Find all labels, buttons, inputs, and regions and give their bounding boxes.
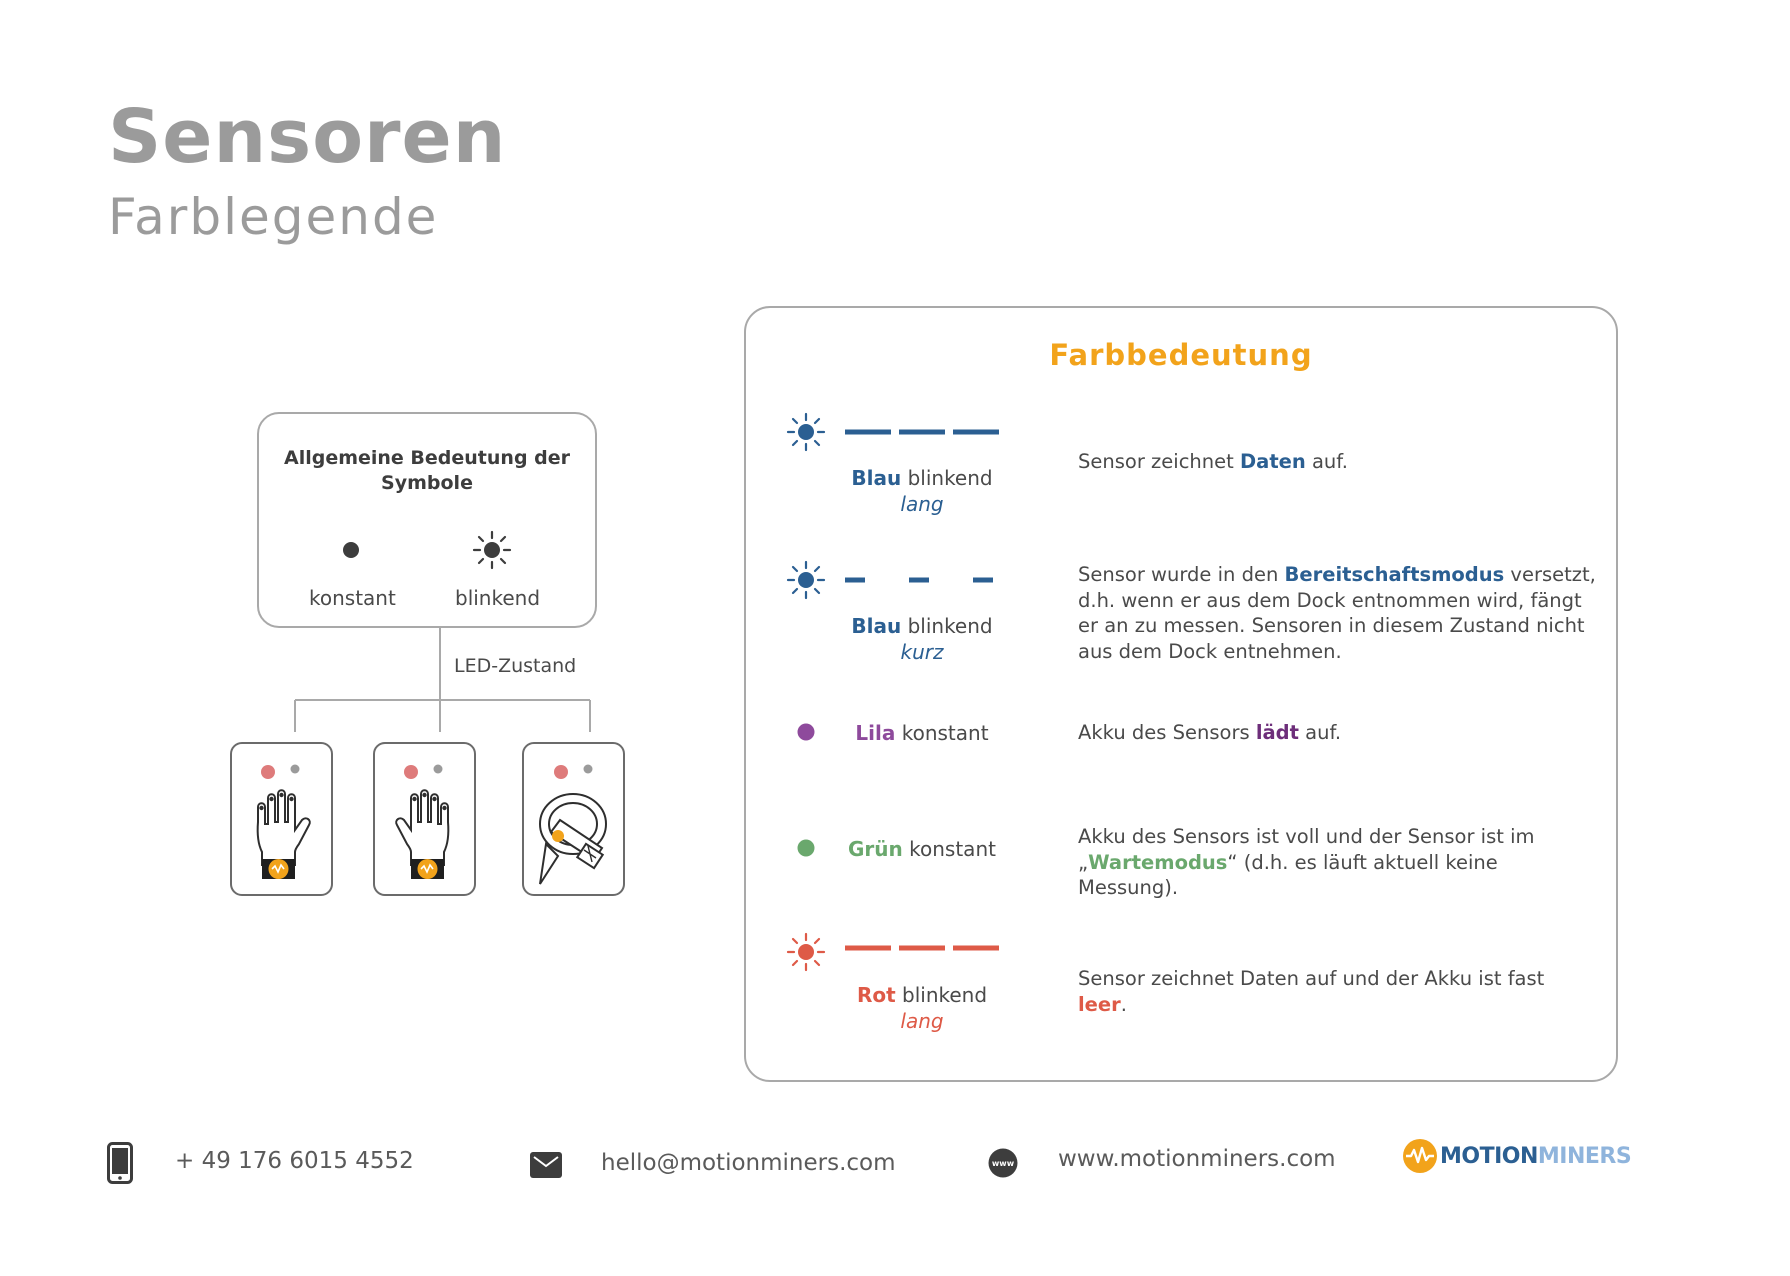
color-word: Blau <box>851 466 902 490</box>
logo-text-miners: MINERS <box>1537 1143 1632 1169</box>
symbol-box-title: Allgemeine Bedeutung der Symbole <box>283 447 571 494</box>
led-state-label: LED-Zustand <box>454 655 577 677</box>
page-title: Sensoren <box>108 94 507 180</box>
logo-text-motion: MOTION <box>1440 1143 1538 1169</box>
color-word: Blau <box>851 614 902 638</box>
state-word: konstant <box>909 837 996 861</box>
desc-highlight: Wartemodus <box>1088 850 1228 874</box>
red-sun-icon <box>786 932 826 972</box>
legend-desc-purple <box>1078 720 1598 746</box>
page-subtitle: Farblegende <box>108 188 439 246</box>
blue-sun-icon <box>786 560 826 600</box>
blue-sun-icon <box>786 412 826 452</box>
legend-label-red <box>822 982 1022 1034</box>
mail-icon <box>530 1152 562 1178</box>
green-dot-icon <box>796 838 816 858</box>
desc-highlight: leer <box>1078 992 1121 1016</box>
state-word: blinkend <box>907 614 993 638</box>
led-connector-tree <box>280 628 620 738</box>
desc-text: auf. <box>1298 721 1342 744</box>
email-link[interactable]: hello@motionminers.com <box>601 1150 896 1176</box>
logo-wave-icon <box>1402 1138 1438 1174</box>
legend-desc-blue-long <box>1078 449 1598 475</box>
desc-text: versetzt, d.h. wenn er aus dem Dock entnommen wird, fängt er an zu messen. Sensoren in diesem Zustand nicht aus dem Dock entnehmen. <box>1078 563 1596 663</box>
belt-sensor-icon <box>524 744 623 894</box>
blinking-sun-icon <box>472 530 512 570</box>
legend-label-green <box>822 836 1022 862</box>
constant-label: konstant <box>309 586 396 610</box>
legend-label-blue-short <box>822 613 1022 665</box>
state-word: blinkend <box>902 983 988 1007</box>
legend-desc-blue-short <box>1078 562 1598 664</box>
desc-highlight: Daten <box>1239 450 1306 473</box>
left-hand-sensor-card <box>230 742 333 896</box>
legend-label-blue-long <box>822 465 1022 517</box>
symbol-meaning-box <box>257 412 597 628</box>
legend-title: Farbbedeutung <box>1049 338 1313 372</box>
duration-word: kurz <box>900 640 944 664</box>
desc-text: Akku des Sensors ist voll und der Sensor ist im „ <box>1078 825 1535 874</box>
constant-dot-icon <box>341 540 361 560</box>
desc-text: auf. <box>1305 450 1348 473</box>
color-word: Lila <box>855 721 896 745</box>
belt-sensor-card <box>522 742 625 896</box>
legend-desc-green <box>1078 824 1598 901</box>
color-word: Grün <box>848 837 903 861</box>
state-word: blinkend <box>907 466 993 490</box>
red-long-blink-pattern <box>845 944 1000 952</box>
purple-dot-icon <box>796 722 816 742</box>
phone-icon <box>107 1142 133 1184</box>
legend-desc-red <box>1078 966 1598 1017</box>
hand-sensor-icon <box>232 744 331 894</box>
duration-word: lang <box>900 492 944 516</box>
state-word: konstant <box>901 721 989 745</box>
desc-text: Sensor zeichnet Daten auf und der Akku ist fast <box>1078 967 1545 990</box>
duration-word: lang <box>900 1009 944 1033</box>
web-icon <box>988 1148 1018 1178</box>
legend-label-purple <box>822 720 1022 746</box>
right-hand-sensor-card <box>373 742 476 896</box>
color-word: Rot <box>856 983 896 1007</box>
desc-text: Akku des Sensors <box>1078 721 1256 744</box>
phone-number[interactable]: + 49 176 6015 4552 <box>175 1148 414 1174</box>
desc-text: . <box>1120 992 1127 1016</box>
desc-text: Sensor zeichnet <box>1078 450 1240 473</box>
motionminers-logo <box>1402 1138 1631 1174</box>
website-link[interactable]: www.motionminers.com <box>1058 1146 1336 1172</box>
blue-long-blink-pattern <box>845 428 1000 436</box>
desc-text: “ (d.h. es läuft aktuell keine Messung). <box>1078 850 1498 899</box>
desc-highlight: lädt <box>1255 721 1299 744</box>
web-icon-text: www <box>991 1159 1015 1168</box>
blue-short-blink-pattern <box>845 576 1000 584</box>
blinking-label: blinkend <box>455 586 541 610</box>
hand-sensor-icon <box>375 744 474 894</box>
desc-highlight: Bereitschaftsmodus <box>1284 563 1505 586</box>
desc-text: Sensor wurde in den <box>1078 563 1285 586</box>
